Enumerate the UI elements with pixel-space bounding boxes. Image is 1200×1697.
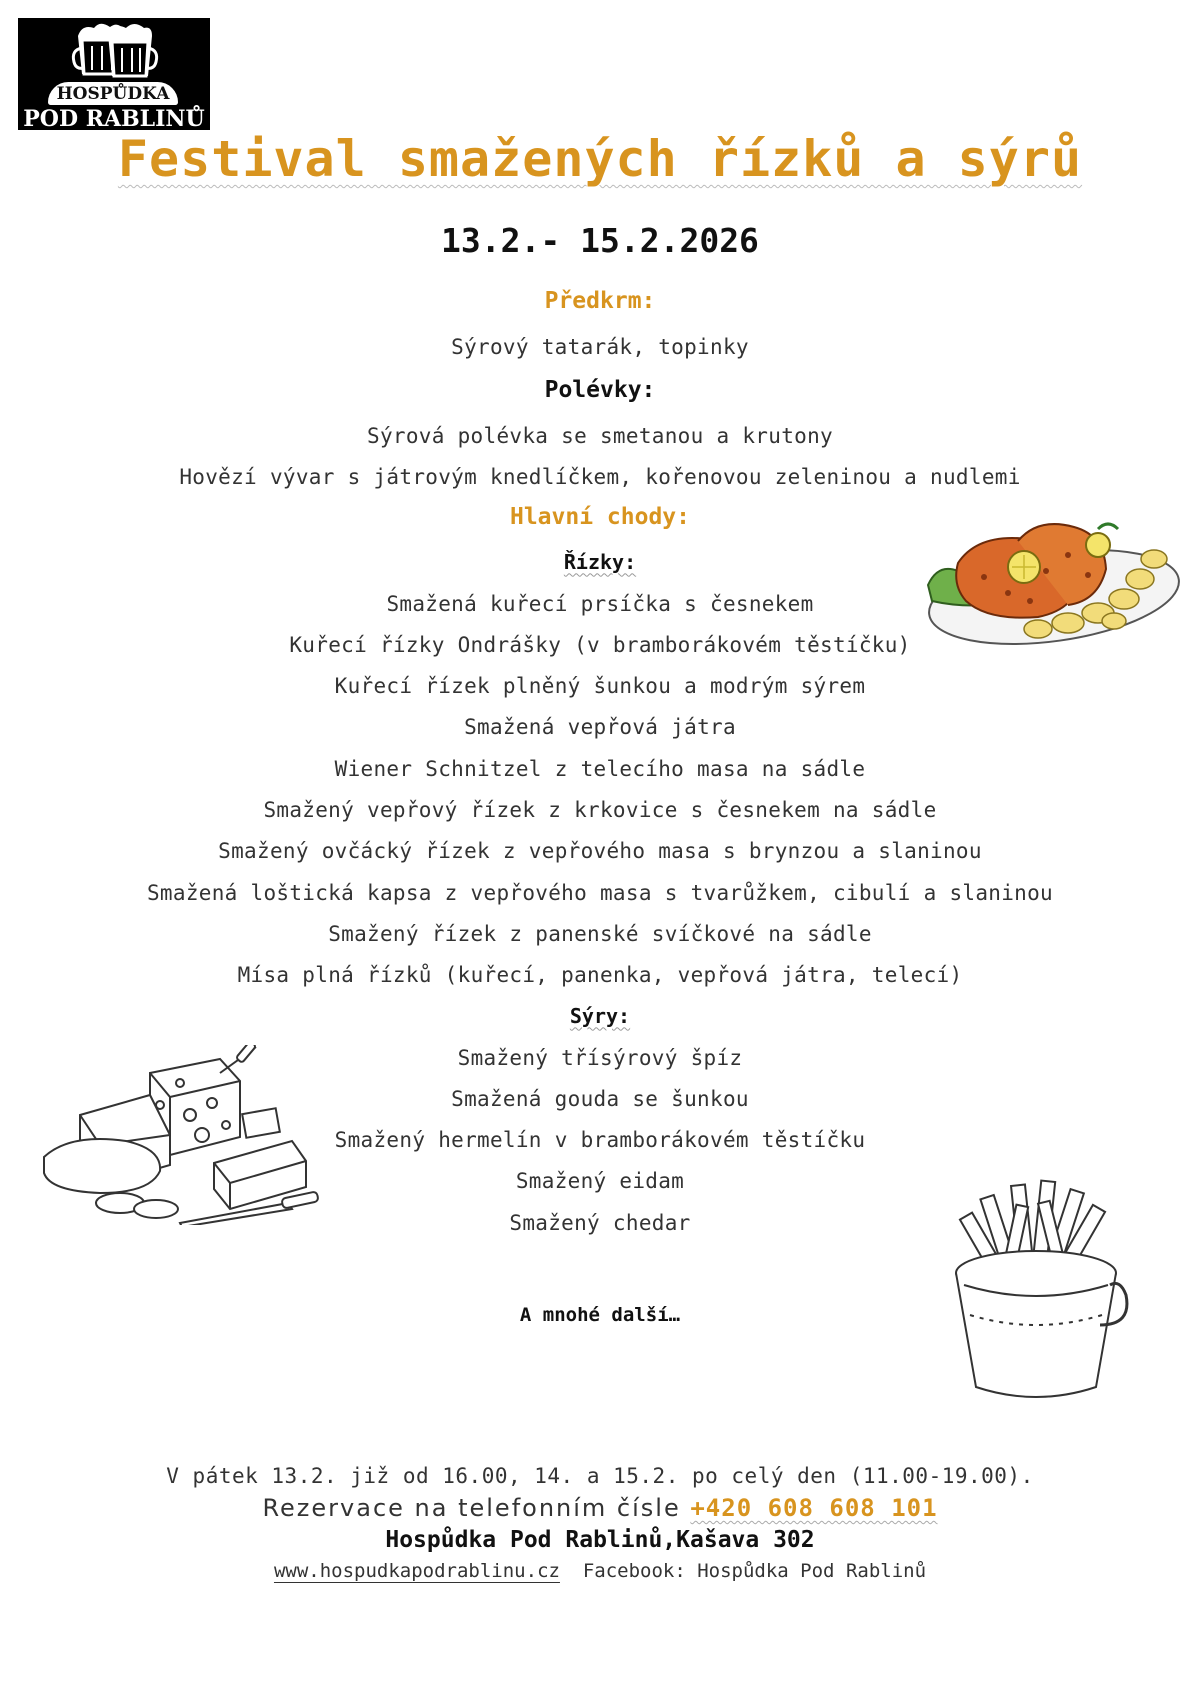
menu-item: Smažený vepřový řízek z krkovice s česnekem na sádle: [263, 798, 937, 823]
address: Hospůdka Pod Rablinů,Kašava 302: [385, 1527, 815, 1553]
links-line: [0, 1556, 1200, 1586]
menu-item: Smažený eidam: [515, 1169, 685, 1194]
menu-item: Smažený hermelín v bramborákovém těstíčku: [334, 1128, 866, 1153]
menu-item: Hovězí vývar s játrovým knedlíčkem, kořenovou zeleninou a nudlemi: [179, 465, 1021, 490]
syry-heading-text: Sýry:: [569, 1003, 631, 1028]
beer-mugs-icon: [68, 18, 160, 84]
menu-item: Smažená gouda se šunkou: [451, 1086, 749, 1111]
phone-number-link[interactable]: +420 608 608 101: [690, 1494, 938, 1522]
menu-item: Sýrový tatarák, topinky: [451, 335, 749, 359]
opening-hours: V pátek 13.2. již od 16.00, 14. a 15.2. po celý den (11.00-19.00).: [166, 1464, 1034, 1488]
fries-bucket-icon: [950, 1175, 1130, 1405]
menu-item: Kuřecí řízek plněný šunkou a modrým sýrem: [334, 674, 866, 699]
menu-item: Kuřecí řízky Ondrášky (v bramborákovém těstíčku): [289, 632, 911, 657]
menu-item: Smažený třísýrový špíz: [457, 1045, 743, 1070]
footer: [0, 1460, 1200, 1586]
menu-item: Smažená vepřová játra: [464, 715, 736, 740]
menu-item: Wiener Schnitzel z telecího masa na sádle: [334, 756, 866, 781]
section-heading-predkrm: Předkrm:: [544, 288, 656, 314]
menu-item: Smažená loštická kapsa z vepřového masa s tvarůžkem, cibulí a slaninou: [146, 880, 1053, 905]
rizky-heading-text: Řízky:: [563, 549, 637, 574]
menu-item: Mísa plná řízků (kuřecí, panenka, vepřová játra, telecí): [237, 963, 963, 988]
section-heading-polevky: Polévky:: [544, 377, 656, 403]
menu-item: Smažený řízek z panenské svíčkové na sádle: [328, 921, 872, 946]
menu-item: Smažený ovčácký řízek z vepřového masa s brynzou a slaninou: [218, 839, 982, 864]
page-title: Festival smažených řízků a sýrů: [117, 130, 1083, 188]
menu-item: Smažená kuřecí prsíčka s česnekem: [386, 591, 814, 616]
closing-text: A mnohé další…: [519, 1304, 681, 1327]
schnitzel-plate-icon: [918, 505, 1190, 665]
website-link[interactable]: www.hospudkapodrablinu.cz: [273, 1560, 560, 1582]
cheese-board-icon: [30, 1045, 322, 1225]
logo-text-bottom: POD RABLINŮ: [23, 106, 205, 132]
section-heading-hlavni: Hlavní chody:: [509, 503, 690, 530]
logo: [18, 18, 210, 130]
event-date: 13.2.- 15.2.2026: [441, 221, 759, 260]
reservation-label: Rezervace na telefonním čísle: [262, 1494, 681, 1522]
logo-text-top: HOSPŮDKA: [48, 82, 178, 105]
facebook-link[interactable]: Facebook: Hospůdka Pod Rablinů: [582, 1560, 927, 1582]
menu-item: Sýrová polévka se smetanou a krutony: [367, 424, 833, 448]
menu-item: Smažený chedar: [509, 1210, 691, 1235]
reservation-line: [0, 1492, 1200, 1524]
subsection-heading-syry: [0, 997, 1200, 1038]
